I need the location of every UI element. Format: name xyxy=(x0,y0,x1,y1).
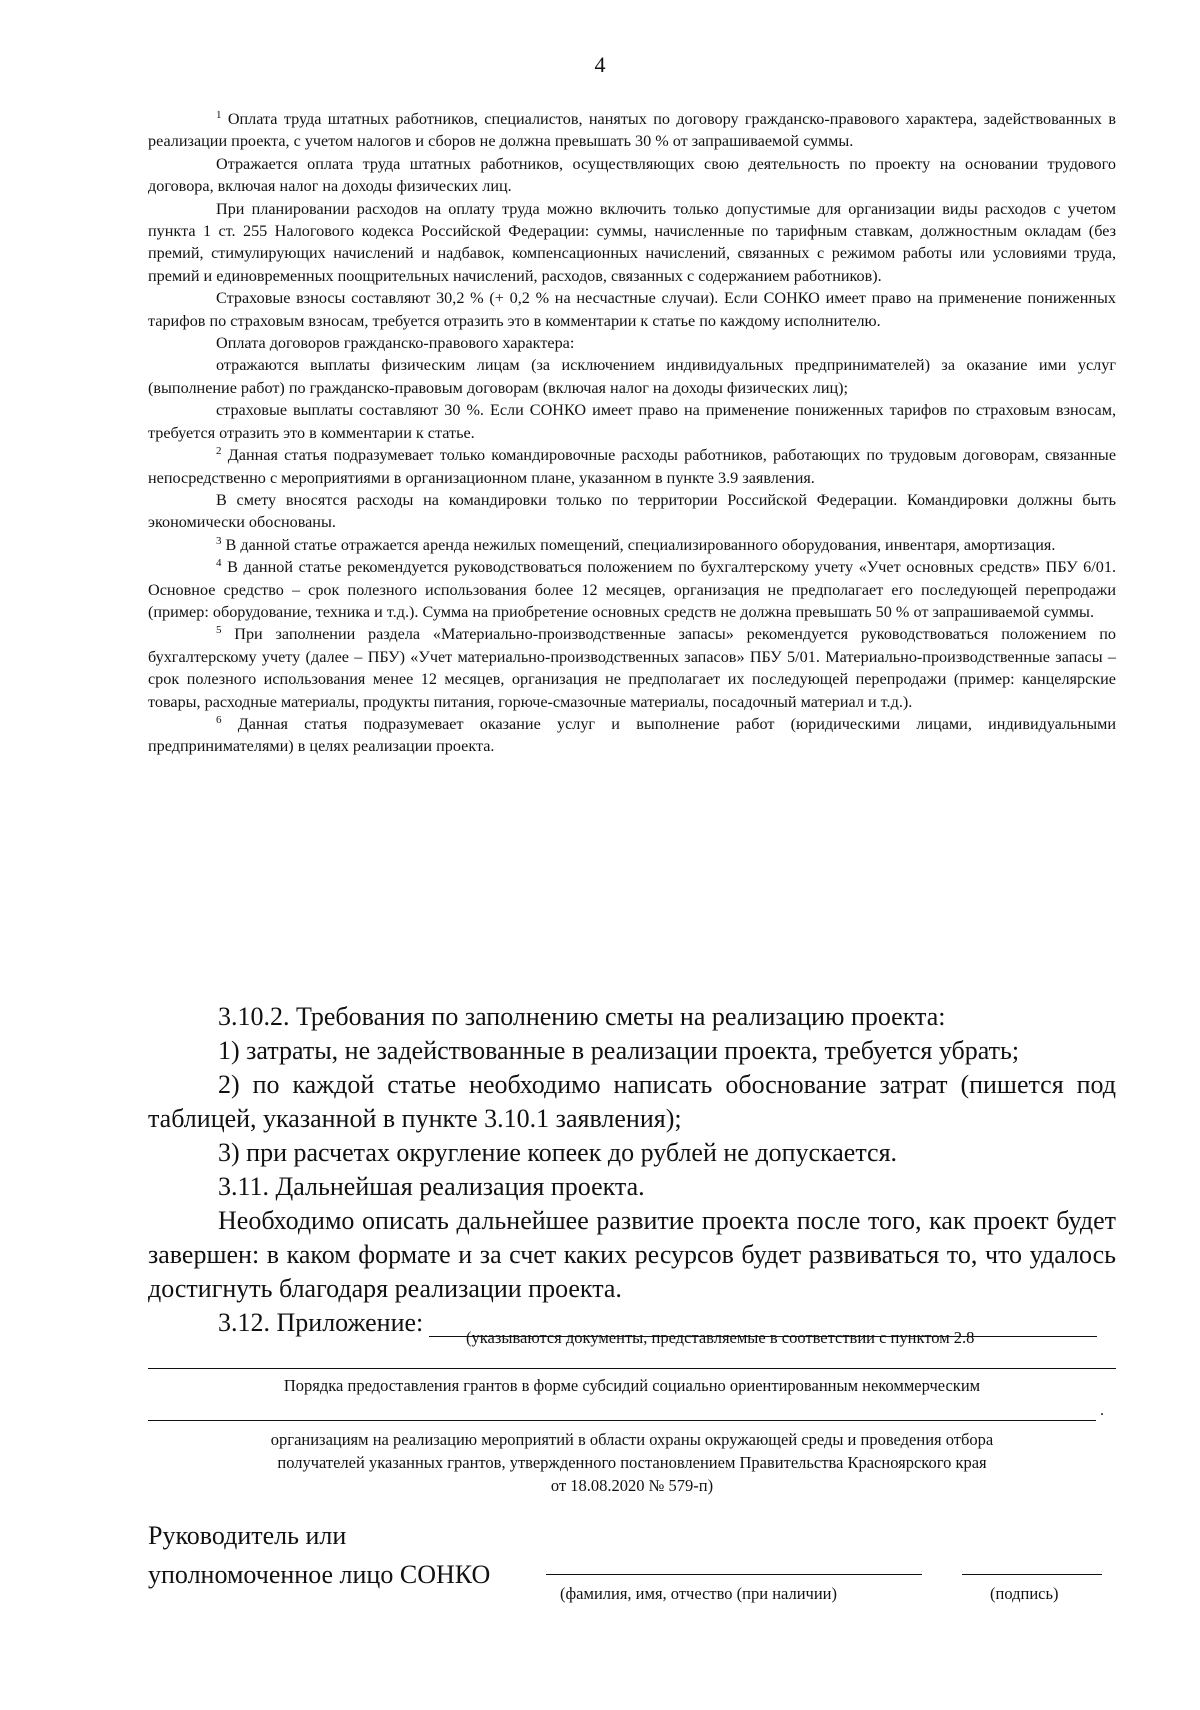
footnote-text: Оплата договоров гражданско-правового характера: xyxy=(216,334,575,353)
main-text-block xyxy=(148,1000,1116,1340)
footnote-text: страховые выплаты составляют 30 %. Если СОНКО имеет право на применение пониженных тарифов по страховым взносам, требуется отразить это в комментарии к статье. xyxy=(148,401,1116,442)
footnote-text: В смету вносятся расходы на командировки только по территории Российской Федерации. Командировки должны быть экономически обоснованы. xyxy=(148,490,1116,532)
footnote-marker: 5 xyxy=(216,624,222,637)
name-caption: (фамилия, имя, отчество (при наличии) xyxy=(560,1584,838,1603)
footnote-marker: 3 xyxy=(216,534,222,547)
appendix-note: (указываются документы, представляемые в соответствии с пунктом 2.8 xyxy=(466,1328,975,1347)
footnote-paragraph xyxy=(148,354,1116,399)
footnote-text: При планировании расходов на оплату труда можно включить только допустимые для организации виды расходов с учетом пункта 1 ст. 255 Налогового кодекса Российской Федерации: суммы, начисленные по тарифным ставкам, должностным окладам (без премий, стимулирующих начислений и надбавок, компенсационных начислений, связанных с режимом работы или условиями труда, премий и единовременных поощрительных начислений, расходов, связанных с содержанием работников). xyxy=(148,199,1116,285)
appendix-dot: . xyxy=(1100,1402,1104,1419)
footnote-paragraph xyxy=(148,287,1116,332)
footnote-marker: 4 xyxy=(216,557,222,570)
appendix-note-line: получателей указанных грантов, утвержденного постановлением Правительства Красноярского края xyxy=(277,1453,987,1472)
footnote-paragraph xyxy=(148,444,1116,489)
section-heading: 3.10.2. Требования по заполнению сметы на реализацию проекта: xyxy=(218,1002,946,1031)
body-paragraph: Необходимо описать дальнейшее развитие проекта после того, как проект будет завершен: в каком формате и за счет каких ресурсов будет развиваться то, что удалось достигнуть благодаря реализации проекта. xyxy=(148,1206,1116,1303)
footnote-paragraph xyxy=(148,556,1116,623)
footnote-text: В данной статье отражается аренда нежилых помещений, специализированного оборудования, инвентаря, амортизация. xyxy=(221,535,1056,554)
footnotes-block xyxy=(148,108,1116,758)
footnote-text: Страховые взносы составляют 30,2 % (+ 0,2 % на несчастные случаи). Если СОНКО имеет право на применение пониженных тарифов по страховым взносам, требуется отразить это в комментарии к статье по каждому исполнителю. xyxy=(148,289,1116,330)
requirement-item: 3) при расчетах округление копеек до рублей не допускается. xyxy=(218,1138,898,1167)
requirement-item: 2) по каждой статье необходимо написать обоснование затрат (пишется под таблицей, указанной в пункте 3.10.1 заявления); xyxy=(148,1070,1116,1133)
requirement-item: 1) затраты, не задействованные в реализации проекта, требуется убрать; xyxy=(218,1036,1020,1065)
signature-block xyxy=(148,1516,490,1594)
footnote-text: В данной статье рекомендуется руководствоваться положением по бухгалтерскому учету «Учет основных средств» ПБУ 6/01. Основное средство – срок полезного использования более 12 месяцев, организация не предполагает его последующей перепродажи (пример: оборудование, техника и т.д.). Сумма на приобретение основных средств не должна превышать 50 % от запрашиваемой суммы. xyxy=(148,558,1116,621)
footnote-paragraph xyxy=(148,534,1116,556)
footnote-paragraph xyxy=(148,198,1116,288)
name-signature-line xyxy=(546,1574,922,1575)
footnote-paragraph xyxy=(148,108,1116,153)
section-heading: 3.11. Дальнейшая реализация проекта. xyxy=(218,1172,645,1201)
signature-title: Руководитель или xyxy=(148,1521,347,1550)
footnote-text: Данная статья подразумевает только командировочные расходы работников, работающих по трудовым договорам, связанные непосредственно с мероприятиями в организационном плане, указанном в пункте 3.9 заявления. xyxy=(148,446,1116,487)
footnote-marker: 2 xyxy=(216,445,222,458)
footnote-text: Отражается оплата труда штатных работников, осуществляющих свою деятельность по проекту на основании трудового договора, включая налог на доходы физических лиц. xyxy=(148,154,1116,196)
footnote-text: отражаются выплаты физическим лицам (за исключением индивидуальных предпринимателей) за оказание ими услуг (выполнение работ) по гражданско-правовым договорам (включая налог на доходы физических лиц); xyxy=(148,356,1116,397)
appendix-note-line: Порядка предоставления грантов в форме субсидий социально ориентированным некоммерческим xyxy=(283,1376,981,1395)
footnote-paragraph xyxy=(148,623,1116,713)
signature-title: уполномоченное лицо СОНКО xyxy=(148,1560,491,1589)
appendix-fill-line xyxy=(148,1420,1096,1421)
signature-line xyxy=(962,1574,1102,1575)
footnote-paragraph xyxy=(148,713,1116,758)
signature-caption: (подпись) xyxy=(990,1584,1059,1603)
footnote-text: Оплата труда штатных работников, специалистов, нанятых по договору гражданско-правового характера, задействованных в реализации проекта, с учетом налогов и сборов не должна превышать 30 % от запрашиваемой суммы. xyxy=(148,110,1116,151)
footnote-text: Данная статья подразумевает оказание услуг и выполнение работ (юридическими лицами, индивидуальными предпринимателями) в целях реализации проекта. xyxy=(148,714,1116,756)
page-number: 4 xyxy=(594,52,606,77)
footnote-marker: 1 xyxy=(216,109,222,121)
footnote-paragraph xyxy=(148,489,1116,534)
appendix-label: 3.12. Приложение: xyxy=(218,1308,424,1337)
footnote-paragraph xyxy=(148,153,1116,198)
appendix-note-line: организациям на реализацию мероприятий в области охраны окружающей среды и проведения отбора xyxy=(270,1430,994,1449)
appendix-note-line: от 18.08.2020 № 579-п) xyxy=(550,1476,714,1495)
footnote-marker: 6 xyxy=(216,713,222,726)
footnote-text: При заполнении раздела «Материально-производственные запасы» рекомендуется руководствоваться положением по бухгалтерскому учету (далее – ПБУ) «Учет материально-производственных запасов» ПБУ 5/01. Материально-производственные запасы – срок полезного использования менее 12 месяцев, организация не предполагает их последующей перепродажи (пример: канцелярские товары, расходные материалы, продукты питания, горюче-смазочные материалы, посадочный материал и т.д.). xyxy=(148,625,1116,711)
footnote-paragraph xyxy=(148,399,1116,444)
appendix-fill-line xyxy=(148,1368,1116,1369)
footnote-paragraph xyxy=(148,332,1116,354)
